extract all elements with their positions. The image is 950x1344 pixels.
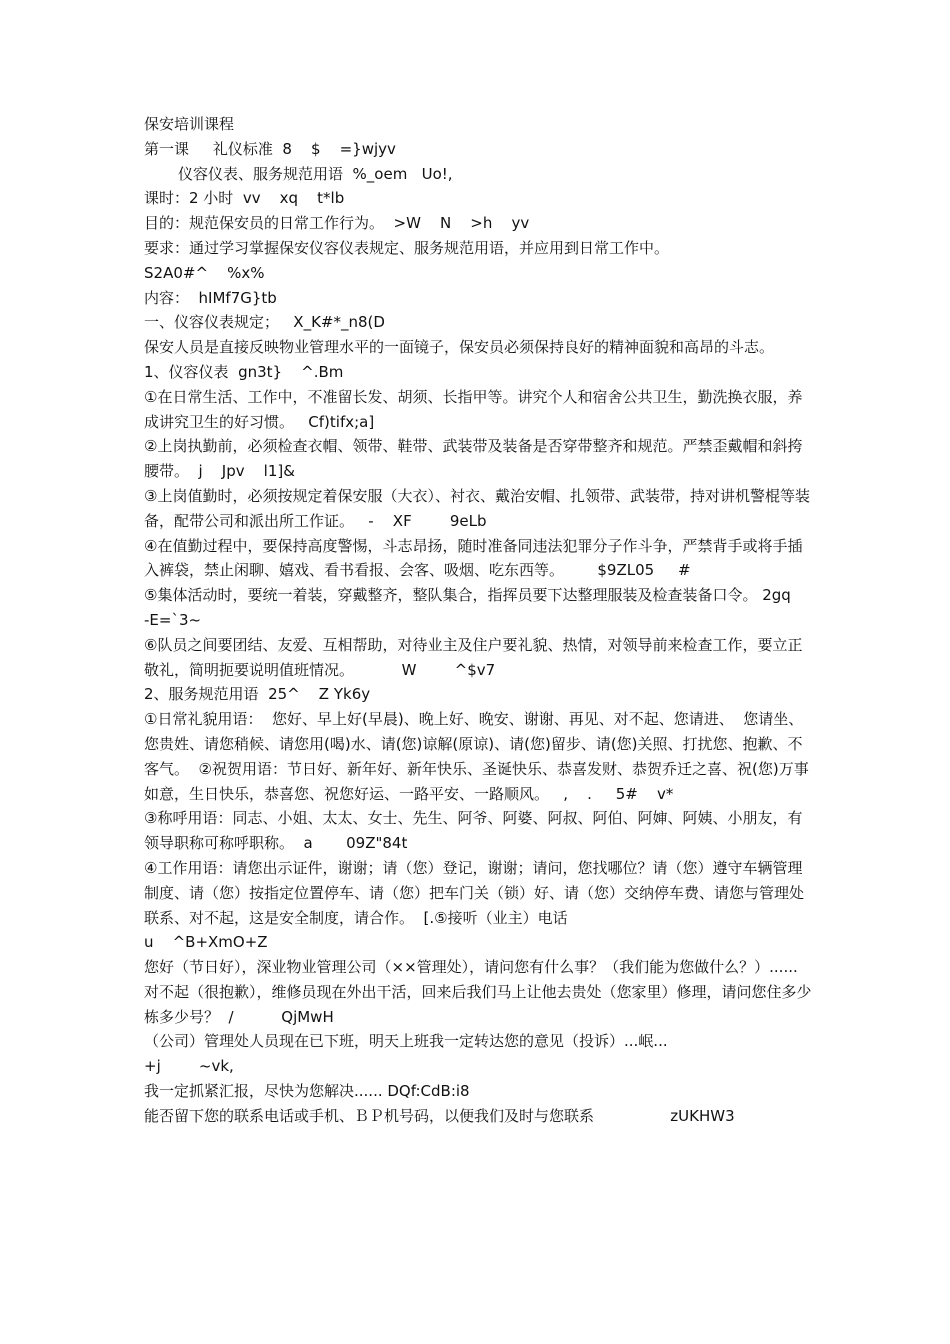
duration-line: 课时：2 小时 vv xq t*lb bbox=[144, 189, 345, 208]
text-line: +j ~vk, bbox=[144, 1057, 234, 1076]
list-item: ③称呼用语：同志、小姐、太太、女士、先生、阿爷、阿婆、阿叔、阿伯、阿婶、阿姨、小朋友，有领导职称可称呼职称。 a 09Z"84t bbox=[144, 809, 803, 853]
list-item: ④工作用语：请您出示证件，谢谢；请（您）登记，谢谢；请问，您找哪位？请（您）遵守车辆管理制度、请（您）按指定位置停车、请（您）把车门关（锁）好、请（您）交纳停车费、请您与管理处联系、对不起，这是安全制度，请合作。 [.⑤接听（业主）电话 bbox=[144, 858, 805, 927]
list-item: ⑥队员之间要团结、友爱、互相帮助，对待业主及住户要礼貌、热情，对领导前来检查工作，要立正敬礼，简明扼要说明值班情况。 W ^$v7 bbox=[144, 635, 803, 679]
text-line: S2A0#^ %x% bbox=[144, 263, 265, 282]
list-item: ⑤集体活动时，要统一着装，穿戴整齐，整队集合，指挥员要下达整理服装及检查装备口令。 2gq -E=`3~ bbox=[144, 586, 810, 629]
paragraph: 能否留下您的联系电话或手机、ＢＰ机号码，以便我们及时与您联系 zUKHW3 bbox=[144, 1106, 735, 1125]
document-body bbox=[144, 112, 812, 1129]
paragraph: 我一定抓紧汇报，尽快为您解决...... DQf:CdB:i8 bbox=[144, 1082, 470, 1101]
text-line: u ^B+XmO+Z bbox=[144, 933, 268, 952]
subsection-heading: 2、服务规范用语 25^ Z Yk6y bbox=[144, 685, 371, 704]
requirement-line: 要求：通过学习掌握保安仪容仪表规定、服务规范用语，并应用到日常工作中。 bbox=[144, 238, 670, 257]
list-item: ④在值勤过程中，要保持高度警惕，斗志昂扬，随时准备同违法犯罪分子作斗争，严禁背手或将手插入裤袋，禁止闲聊、嬉戏、看书看报、会客、吸烟、吃东西等。 $9ZL05 # bbox=[144, 536, 803, 580]
paragraph: 保安人员是直接反映物业管理水平的一面镜子，保安员必须保持良好的精神面貌和高昂的斗志。 bbox=[144, 338, 775, 357]
list-item: ②上岗执勤前，必须检查衣帽、领带、鞋带、武装带及装备是否穿带整齐和规范。严禁歪戴帽和斜挎腰带。 j Jpv l1]& bbox=[144, 437, 803, 481]
section-heading: 一、仪容仪表规定； X_K#*_n8(D bbox=[144, 313, 385, 332]
purpose-line: 目的：规范保安员的日常工作行为。 >W N >h yv bbox=[144, 214, 530, 233]
content-label: 内容： hIMf7G}tb bbox=[144, 288, 277, 307]
paragraph: 您好（节日好），深业物业管理公司（××管理处），请问您有什么事？（我们能为您做什么？）...... bbox=[144, 958, 798, 977]
list-item: ①在日常生活、工作中，不准留长发、胡须、长指甲等。讲究个人和宿舍公共卫生，勤洗换衣服，养成讲究卫生的好习惯。 Cf)tifx;a] bbox=[144, 387, 803, 431]
list-item: ③上岗值勤时，必须按规定着保安服（大衣）、衬衣、戴治安帽、扎领带、武装带，持对讲机警棍等装备，配带公司和派出所工作证。 - XF 9eLb bbox=[144, 486, 810, 530]
lesson-heading: 第一课 礼仪标准 8 $ =}wjyv bbox=[144, 139, 396, 158]
list-item: ①日常礼貌用语： 您好、早上好(早晨)、晚上好、晚安、谢谢、再见、对不起、您请进、 您请坐、您贵姓、请您稍候、请您用(喝)水、请(您)谅解(原谅)、请(您)留步、请(您)关照、打扰您、抱歉、不客气。 ②祝贺用语：节日好、新年好、新年快乐、圣诞快乐、恭喜发财、恭贺乔迁之喜、祝(您)万事如意，生日快乐，恭喜您、祝您好运、一路平安、一路顺风。 , . 5# v* bbox=[144, 710, 809, 803]
document-title: 保安培训课程 bbox=[144, 115, 235, 133]
paragraph: （公司）管理处人员现在已下班，明天上班我一定转达您的意见（投诉）...岷... bbox=[144, 1032, 668, 1051]
paragraph: 对不起（很抱歉），维修员现在外出干活，回来后我们马上让他去贵处（您家里）修理，请问您住多少栋多少号？ / QjMwH bbox=[144, 982, 812, 1026]
lesson-subtitle: 仪容仪表、服务规范用语 %_oem Uo!, bbox=[178, 164, 453, 183]
subsection-heading: 1、仪容仪表 gn3t} ^.Bm bbox=[144, 362, 344, 381]
